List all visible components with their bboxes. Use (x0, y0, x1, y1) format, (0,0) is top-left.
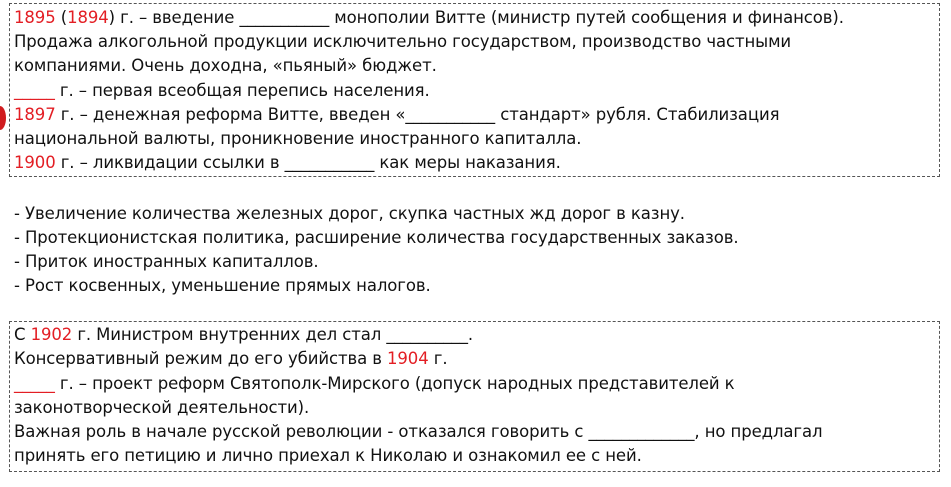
list-item: - Протекционистская политика, расширение количества государственных заказов. (14, 228, 739, 247)
list-item: - Рост косвенных, уменьшение прямых налогов. (14, 276, 431, 295)
list-item: - Увеличение количества железных дорог, скупка частных жд дорог в казну. (14, 204, 685, 223)
top-line-7: 1900 г. – ликвидации ссылки в ___________ как меры наказания. (14, 153, 561, 172)
year-1897: 1897 (14, 105, 56, 124)
year-1902: 1902 (30, 325, 73, 344)
bottom-line-5: Важная роль в начале русской революции - отказался говорить с _____________, но предлагал (14, 422, 823, 441)
top-line-6: национальной валюты, проникновение иностранного капиталла. (14, 129, 582, 148)
list-item: - Приток иностранных капиталлов. (14, 252, 319, 271)
bottom-line-4: законотворческой деятельности). (14, 398, 310, 417)
bottom-line-3: _____ г. – проект реформ Святополк-Мирского (допуск народных представителей к (14, 374, 735, 393)
top-line-5: 1897 г. – денежная реформа Витте, введен «___________ стандарт» рубля. Стабилизация (14, 105, 780, 124)
year-1895: 1895 (14, 8, 56, 27)
bottom-line-2: Консервативный режим до его убийства в 1904 г. (14, 349, 448, 368)
bottom-line-6: принять его петицию и лично приехал к Николаю и ознакомил ее с ней. (14, 446, 642, 465)
top-line-3: компаниями. Очень доходна, «пьяный» бюджет. (14, 56, 437, 75)
top-line-1: 1895 (1894) г. – введение ___________ монополии Витте (министр путей сообщения и финансов). (14, 8, 844, 27)
blank-year: _____ (14, 374, 55, 393)
top-line-2: Продажа алкогольной продукции исключительно государством, производство частными (14, 32, 792, 51)
year-1904: 1904 (387, 349, 429, 368)
year-1894: 1894 (67, 8, 109, 27)
top-line-4: _____ г. – первая всеобщая перепись населения. (14, 81, 430, 100)
blank-year: _____ (14, 81, 55, 100)
red-marker (0, 106, 6, 130)
bottom-line-1: С 1902 г. Министром внутренних дел стал __________. (14, 325, 473, 344)
year-1900: 1900 (14, 153, 56, 172)
